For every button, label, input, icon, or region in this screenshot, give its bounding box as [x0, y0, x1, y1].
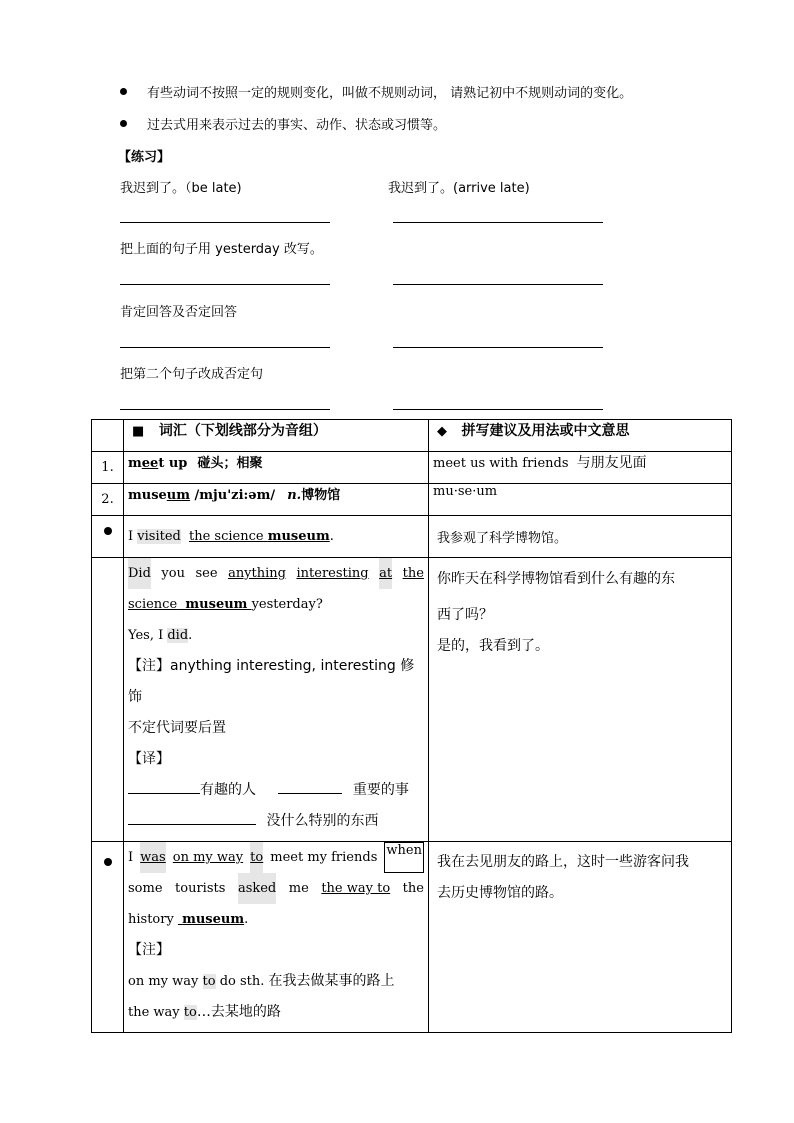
bullet-cell	[92, 842, 124, 1033]
bullet-cell	[92, 516, 124, 558]
note-line: 【注】anything interesting, interesting 修饰	[128, 658, 415, 705]
vocab-meaning: 碰头；相聚	[197, 456, 263, 471]
note-1-text: 有些动词不按照一定的规则变化，叫做不规则动词， 请熟记初中不规则动词的变化。	[147, 86, 633, 101]
answer-blank[interactable]	[278, 779, 342, 794]
note-line: the way to…去某地的路	[128, 1004, 281, 1020]
note-1	[120, 82, 632, 101]
syllable-split: mu·se·um	[433, 484, 498, 499]
answer-blank[interactable]	[128, 779, 200, 794]
practice-title: 【练习】	[118, 150, 171, 165]
vocab-cell	[124, 452, 429, 484]
table-row	[92, 452, 732, 484]
answer-blank[interactable]	[393, 347, 603, 348]
q1-left: 我迟到了。（be late)	[120, 181, 242, 196]
answer-blank[interactable]	[120, 347, 330, 348]
table-header	[92, 420, 732, 452]
example-translation: 我在去见朋友的路上，这时一些游客问我 去历史博物馆的路。	[429, 842, 732, 1033]
example-line: science museum yesterday?	[128, 597, 323, 612]
tips-title: 拼写建议及用法或中文意思	[461, 423, 630, 439]
table-row	[92, 842, 732, 1033]
example-line: I was on my way to meet my friends when	[128, 842, 424, 873]
note-2	[120, 114, 446, 133]
empty-index-cell	[92, 558, 124, 842]
example-line: Did you see anything interesting at the	[128, 558, 424, 589]
answer-blank[interactable]	[393, 284, 603, 285]
vocab-word: meet up	[128, 456, 188, 471]
header-tips-cell	[429, 420, 732, 452]
answer-blank[interactable]	[120, 222, 330, 223]
q2: 把上面的句子用 yesterday 改写。	[120, 242, 323, 257]
note-2-text: 过去式用来表示过去的事实、动作、状态或习惯等。	[147, 118, 447, 133]
q3: 肯定回答及否定回答	[120, 305, 238, 320]
example-line: history museum.	[128, 912, 249, 927]
vocab-title: 词汇（下划线部分为音组）	[158, 423, 327, 439]
part-of-speech: n.	[287, 488, 302, 503]
note-label: 【注】	[128, 942, 170, 958]
vocab-cell	[124, 484, 429, 516]
vocab-table	[91, 419, 732, 1033]
vocab-word: museum /mju'zi:əm/	[128, 488, 276, 503]
note-line: on my way to do sth. 在我去做某事的路上	[128, 973, 395, 989]
square-marker-icon: ■	[132, 424, 145, 439]
table-row	[92, 484, 732, 516]
example-line: Yes, I did.	[128, 628, 193, 643]
tip-cell	[429, 452, 732, 484]
row-number: 1.	[92, 452, 124, 484]
example-cell	[124, 842, 429, 1033]
example-line: some tourists asked me the way to the	[128, 873, 424, 904]
row-number: 2.	[92, 484, 124, 516]
answer-blank[interactable]	[393, 222, 603, 223]
diamond-marker-icon: ◆	[437, 424, 447, 439]
translate-label: 【译】	[128, 751, 170, 767]
example-cell: I visited the science museum.	[124, 516, 429, 558]
tip-english: meet us with friends	[433, 456, 569, 471]
table-row	[92, 558, 732, 842]
answer-blank[interactable]	[393, 409, 603, 410]
header-index-cell	[92, 420, 124, 452]
tip-chinese: 与朋友见面	[576, 455, 647, 471]
table-row	[92, 516, 732, 558]
translate-line: 没什么特别的东西	[128, 806, 424, 837]
bullet-dot-icon	[120, 88, 127, 95]
bullet-dot-icon	[104, 527, 112, 535]
bullet-dot-icon	[120, 120, 127, 127]
answer-blank[interactable]	[120, 409, 330, 410]
header-vocab-cell	[124, 420, 429, 452]
example-translation: 你昨天在科学博物馆看到什么有趣的东 西了吗？ 是的，我看到了。	[429, 558, 732, 842]
translate-line: 有趣的人 重要的事	[128, 775, 424, 806]
q4: 把第二个句子改成否定句	[120, 367, 264, 382]
answer-blank[interactable]	[120, 284, 330, 285]
q1-right: 我迟到了。(arrive late)	[388, 181, 530, 196]
example-cell	[124, 558, 429, 842]
answer-blank[interactable]	[128, 810, 256, 825]
example-translation: 我参观了科学博物馆。	[429, 516, 732, 558]
tip-cell	[429, 484, 732, 516]
note-line: 不定代词要后置	[128, 720, 226, 736]
bullet-dot-icon	[104, 858, 112, 866]
vocab-meaning: 博物馆	[301, 488, 341, 503]
